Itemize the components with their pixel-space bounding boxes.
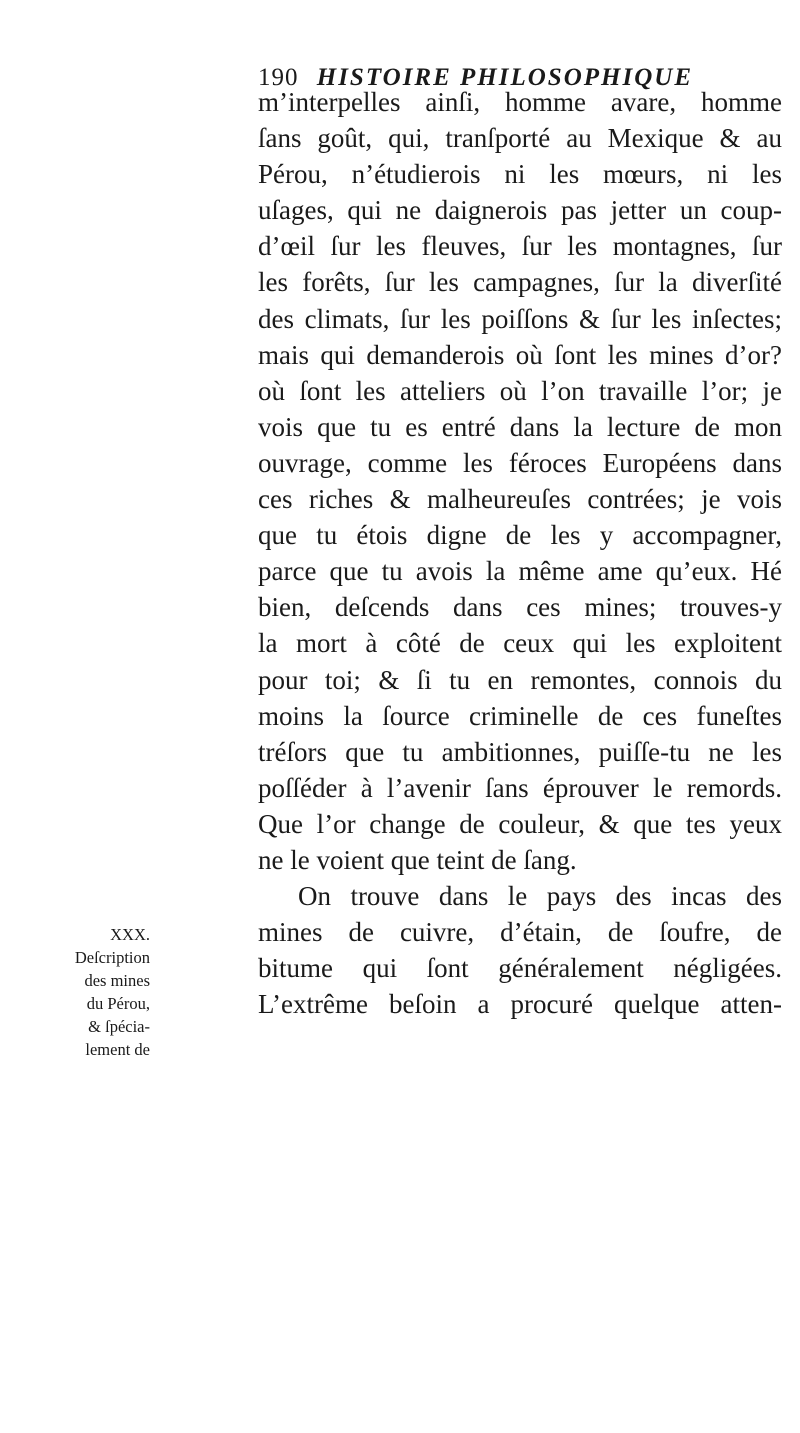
text-line: d’œil ſur les fleuves, ſur les montagnes, ſur: [258, 231, 782, 262]
text-line: ſans goût, qui, tranſporté au Mexique & au: [258, 123, 782, 154]
text-line: poſſéder à l’avenir ſans éprouver le remords.: [258, 772, 782, 803]
text-line: mais qui demanderois où ſont les mines d’or?: [258, 339, 782, 370]
running-title: HISTOIRE PHILOSOPHIQUE: [316, 64, 693, 91]
text-line: ces riches & malheureuſes contrées; je vois: [258, 484, 782, 515]
margin-note-line: du Pérou,: [86, 994, 150, 1013]
text-line: m’interpelles ainſi, homme avare, homme: [258, 87, 782, 117]
text-line: bitume qui ſont généralement négligées.: [258, 953, 782, 984]
margin-note-line: lement de: [85, 1040, 150, 1059]
text-line: parce que tu avois la même ame qu’eux. Hé: [258, 556, 782, 587]
text-line: tréſors que tu ambitionnes, puiſſe-tu ne les: [258, 736, 782, 767]
text-line: mines de cuivre, d’étain, de ſoufre, de: [258, 917, 782, 948]
text-line: pour toi; & ſi tu en remontes, connois du: [258, 664, 782, 695]
margin-note-line: Deſcription: [74, 948, 150, 967]
page-number: 190: [258, 64, 299, 91]
text-line: Pérou, n’étudierois ni les mœurs, ni les: [258, 159, 782, 190]
text-line: moins la ſource criminelle de ces funeſtes: [258, 700, 782, 731]
text-line: ouvrage, comme les féroces Européens dans: [258, 447, 782, 478]
text-line: ne le voient que teint de ſang.: [258, 844, 577, 875]
margin-note-line: & ſpécia-: [88, 1017, 150, 1036]
text-line: bien, deſcends dans ces mines; trouves-y: [258, 592, 782, 623]
text-line: uſages, qui ne daignerois pas jetter un coup-: [258, 195, 782, 226]
main-text: [258, 84, 782, 1022]
margin-note-line: des mines: [84, 971, 150, 990]
text-line: On trouve dans le pays des incas des: [298, 881, 782, 912]
text-line: Que l’or change de couleur, & que tes yeux: [258, 808, 782, 839]
text-line: où ſont les atteliers où l’on travaille l’or; je: [258, 375, 782, 406]
text-line: que tu étois digne de les y accompagner,: [258, 520, 782, 551]
margin-note-line: XXX.: [110, 925, 150, 944]
text-line: L’extrême beſoin a procuré quelque atten-: [258, 989, 782, 1020]
text-line: les forêts, ſur les campagnes, ſur la diverſité: [258, 267, 782, 298]
text-line: la mort à côté de ceux qui les exploitent: [258, 628, 782, 659]
text-line: des climats, ſur les poiſſons & ſur les inſectes;: [258, 303, 782, 334]
margin-note: [32, 923, 150, 1061]
text-line: vois que tu es entré dans la lecture de mon: [258, 411, 782, 442]
